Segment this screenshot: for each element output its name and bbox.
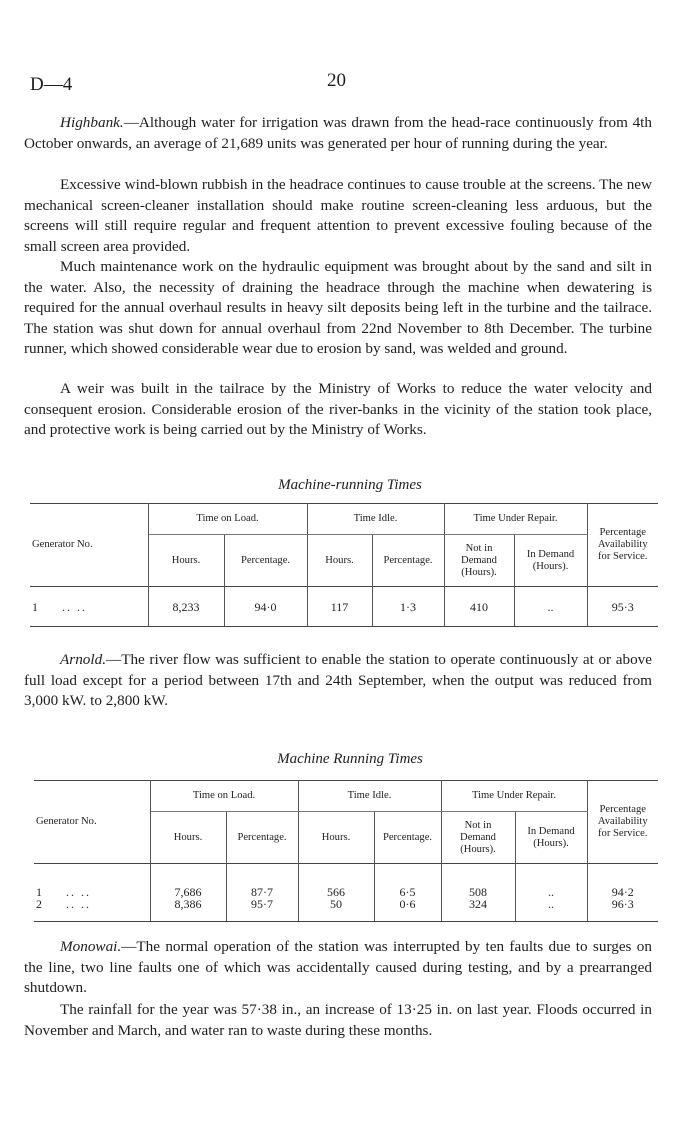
section-lead-arnold: Arnold.: [60, 651, 106, 668]
machine-times-table-highbank: [30, 503, 658, 627]
header-load-percentage: Percentage.: [224, 535, 307, 587]
header-idle-hours: Hours.: [307, 535, 372, 587]
section-lead-monowai: Monowai.: [60, 938, 122, 955]
load-percentage-cell: 94·0: [224, 587, 307, 627]
paragraph-arnold: [24, 650, 652, 712]
idle-hours-cell: 566: [298, 864, 374, 898]
in-demand-cell: ..: [514, 587, 587, 627]
header-load-hours: Hours.: [148, 535, 224, 587]
header-not-in-demand: Not in Demand (Hours).: [444, 535, 514, 587]
not-in-demand-cell: 508: [441, 864, 515, 898]
document-code: D—4: [30, 74, 73, 95]
paragraph-rainfall: The rainfall for the year was 57·38 in., an increase of 13·25 in. on last year. Floods occurred in November and March, and water ran to waste during these months.: [24, 1001, 652, 1039]
table-row: [30, 587, 658, 627]
load-hours-cell: 7,686: [150, 864, 226, 898]
availability-cell: 96·3: [587, 898, 658, 922]
header-time-on-load: Time on Load.: [150, 781, 298, 812]
idle-hours-cell: 117: [307, 587, 372, 627]
paragraph-weir: A weir was built in the tailrace by the Ministry of Works to reduce the water velocity and consequent erosion. Considerable erosion of the river-banks in the vicinity of the station took place, and protective work is being carried out by the Ministry of Works.: [24, 380, 652, 439]
table-caption-highbank: Machine-running Times: [278, 477, 422, 493]
machine-times-table-arnold: [34, 780, 658, 922]
idle-percentage-cell: 6·5: [374, 864, 441, 898]
idle-percentage-cell: 0·6: [374, 898, 441, 922]
header-generator: Generator No.: [30, 504, 148, 587]
load-hours-cell: 8,233: [148, 587, 224, 627]
paragraph-monowai: [24, 937, 652, 999]
not-in-demand-cell: 324: [441, 898, 515, 922]
generator-number-cell: 1 .. ..: [34, 864, 150, 898]
header-idle-percentage: Percentage.: [372, 535, 444, 587]
header-availability: Percentage Availability for Service.: [587, 781, 658, 864]
in-demand-cell: ..: [515, 864, 587, 898]
header-idle-hours: Hours.: [298, 812, 374, 864]
header-time-idle: Time Idle.: [298, 781, 441, 812]
table-row: [34, 898, 658, 922]
generator-number-cell: 1 .. ..: [30, 587, 148, 627]
header-idle-percentage: Percentage.: [374, 812, 441, 864]
paragraph-text: —Although water for irrigation was drawn from the head-race continuously from 4th October onwards, an average of 21,689 units was generated per hour of running during the year.: [24, 114, 652, 152]
availability-cell: 95·3: [587, 587, 658, 627]
paragraph-text: —The river flow was sufficient to enable the station to operate continuously at or above full load except for a period between 17th and 24th September, when the output was reduced from 3,000 kW. to 2,800 kW.: [24, 651, 652, 710]
table-row: [34, 864, 658, 898]
header-time-idle: Time Idle.: [307, 504, 444, 535]
header-in-demand: In Demand (Hours).: [515, 812, 587, 864]
in-demand-cell: ..: [515, 898, 587, 922]
header-load-percentage: Percentage.: [226, 812, 298, 864]
not-in-demand-cell: 410: [444, 587, 514, 627]
paragraph-screens: Excessive wind-blown rubbish in the headrace continues to cause trouble at the screens. The new mechanical screen-cleaner installation should make routine screen-cleaning less arduous, but the screens will still require regular and frequent attention to prevent excessive fouling because of the small screen area provided.: [24, 176, 652, 255]
header-time-under-repair: Time Under Repair.: [441, 781, 587, 812]
table-caption-arnold: Machine Running Times: [277, 751, 423, 767]
idle-percentage-cell: 1·3: [372, 587, 444, 627]
header-in-demand: In Demand (Hours).: [514, 535, 587, 587]
header-generator: Generator No.: [34, 781, 150, 864]
header-not-in-demand: Not in Demand (Hours).: [441, 812, 515, 864]
paragraph-text: —The normal operation of the station was interrupted by ten faults due to surges on the line, two line faults one of which was accidentally caused during testing, and by a prearranged shutdown.: [24, 938, 652, 997]
header-time-on-load: Time on Load.: [148, 504, 307, 535]
section-lead-highbank: Highbank.: [60, 114, 124, 131]
generator-number-cell: 2 .. ..: [34, 898, 150, 922]
header-load-hours: Hours.: [150, 812, 226, 864]
page-number: 20: [327, 70, 346, 91]
header-availability: Percentage Availability for Service.: [587, 504, 658, 587]
load-percentage-cell: 95·7: [226, 898, 298, 922]
idle-hours-cell: 50: [298, 898, 374, 922]
availability-cell: 94·2: [587, 864, 658, 898]
paragraph-maintenance: Much maintenance work on the hydraulic equipment was brought about by the sand and silt in the water. Also, the necessity of draining the headrace through the machine when dewatering is required for the annual overhaul results in heavy silt deposits being left in the turbine and the tailrace. The station was shut down for annual overhaul from 22nd November to 8th December. The turbine runner, which showed considerable wear due to erosion by sand, was welded and ground.: [24, 258, 652, 358]
load-hours-cell: 8,386: [150, 898, 226, 922]
paragraph-highbank: [24, 113, 652, 154]
header-time-under-repair: Time Under Repair.: [444, 504, 587, 535]
load-percentage-cell: 87·7: [226, 864, 298, 898]
